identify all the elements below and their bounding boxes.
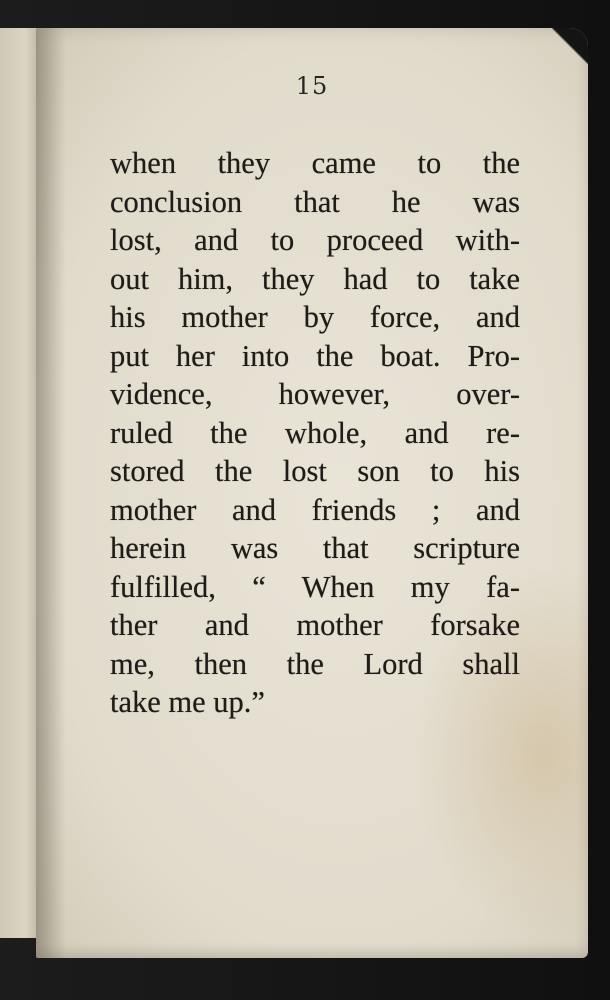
text-line: his mother by force, and	[110, 300, 520, 334]
text-line: vidence, however, over-	[110, 377, 520, 411]
text-line: ruled the whole, and re-	[110, 415, 520, 450]
text-line: out him, they had to take	[110, 261, 520, 296]
page-number: 15	[295, 72, 329, 100]
text-line: herein was that scripture	[110, 531, 520, 565]
gutter-shadow	[36, 28, 66, 958]
text-line: take me up.”	[110, 685, 265, 719]
text-line: fulfilled, “ When my fa-	[110, 569, 520, 604]
text-line: when they came to the	[110, 146, 520, 180]
text-line: conclusion that he was	[110, 184, 520, 219]
book-page	[36, 28, 588, 958]
page-corner	[552, 28, 588, 64]
text-line: ther and mother forsake	[110, 608, 520, 642]
text-line: stored the lost son to his	[110, 454, 520, 488]
text-line: mother and friends ; and	[110, 492, 520, 527]
text-line: put her into the boat. Pro-	[110, 338, 520, 373]
text-line: me, then the Lord shall	[110, 646, 520, 681]
text-line: lost, and to proceed with-	[110, 223, 520, 257]
page-body-text	[110, 144, 520, 722]
